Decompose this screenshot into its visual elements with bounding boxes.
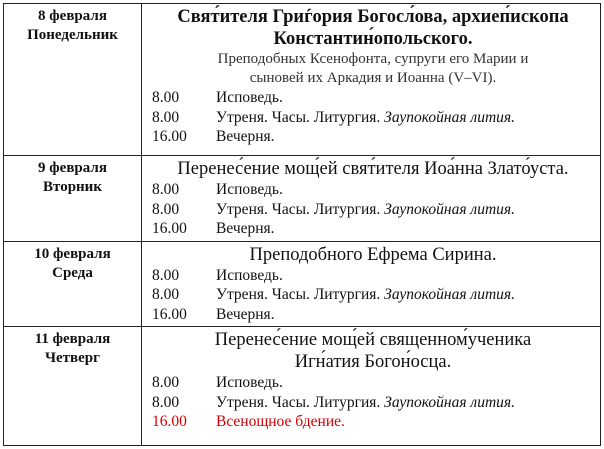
service-cell (142, 156, 601, 242)
service-cell (142, 327, 601, 446)
day-date: 11 февраля (34, 331, 111, 347)
service-name: Утреня. Часы. Литургия. (216, 393, 381, 411)
service-time: 8.00 (152, 266, 180, 284)
service-cell (142, 241, 601, 327)
service-name: Утреня. Часы. Литургия. (216, 200, 381, 218)
service-time: 16.00 (152, 220, 187, 237)
day-date: 8 февраля (38, 8, 107, 24)
service-line (152, 393, 594, 413)
date-cell (4, 156, 142, 242)
feast-title: Перенес́ение мощ́ей свят́ителя Иоа́нна Злато́уста. (177, 159, 569, 179)
service-note: Заупокойная лития. (384, 393, 515, 411)
day-weekday: Четверг (45, 350, 100, 366)
service-name: Вечерня. (216, 220, 275, 237)
service-note: Заупокойная лития. (384, 108, 515, 126)
service-line (152, 373, 594, 393)
service-time: 8.00 (152, 200, 180, 218)
date-cell (4, 327, 142, 446)
day-date: 10 февраля (34, 245, 111, 262)
date-cell (4, 4, 142, 156)
service-name: Исповедь. (216, 89, 283, 106)
day-row (4, 156, 601, 242)
service-note: Заупокойная лития. (384, 286, 515, 303)
day-weekday: Среда (52, 264, 93, 281)
service-time: 16.00 (152, 128, 187, 145)
service-name: Вечерня. (216, 128, 275, 145)
service-line (152, 180, 594, 200)
service-time: 8.00 (152, 393, 180, 411)
service-cell (142, 4, 601, 156)
service-line (152, 88, 594, 108)
feast-subtitle: Преподобных Ксенофонта, супруги его Марии и сыновей их Аркадия и Иоанна (V–VI). (217, 51, 529, 86)
service-time: 8.00 (152, 181, 180, 198)
day-row (4, 327, 601, 446)
day-weekday: Понедельник (27, 27, 118, 43)
service-line (152, 305, 594, 325)
service-note: Заупокойная лития. (384, 200, 515, 218)
service-time: 8.00 (152, 286, 180, 303)
service-time: 8.00 (152, 108, 180, 126)
service-time: 8.00 (152, 89, 180, 106)
service-name: Исповедь. (216, 374, 283, 391)
service-name: Утреня. Часы. Литургия. (216, 108, 381, 126)
service-name: Вечерня. (216, 305, 275, 323)
service-time: 8.00 (152, 374, 180, 391)
service-name: Всенощное бдение. (216, 413, 345, 430)
service-name: Утреня. Часы. Литургия. (216, 286, 381, 303)
day-row (4, 241, 601, 327)
service-name: Исповедь. (216, 181, 283, 198)
service-line (152, 285, 594, 305)
schedule-table (3, 3, 601, 446)
day-date: 9 февраля (38, 160, 107, 176)
service-time: 16.00 (152, 413, 187, 430)
feast-title: Перенес́ение мощ́ей священном́ученика Игн́атия Богон́осца. (214, 330, 532, 372)
service-line (152, 266, 594, 286)
service-line-highlighted (152, 412, 594, 432)
feast-title: Преподобного Ефрема Сирина. (249, 244, 497, 265)
service-line (152, 200, 594, 220)
day-weekday: Вторник (43, 179, 102, 195)
service-line (152, 127, 594, 147)
service-line (152, 219, 594, 239)
feast-title: Свят́ителя Гриѓория Богосл́ова, архиеп́ископа Константин́опольского. (177, 7, 569, 49)
service-line (152, 108, 594, 128)
day-row (4, 4, 601, 156)
service-time: 16.00 (152, 305, 187, 323)
date-cell (4, 241, 142, 327)
service-name: Исповедь. (216, 266, 283, 284)
